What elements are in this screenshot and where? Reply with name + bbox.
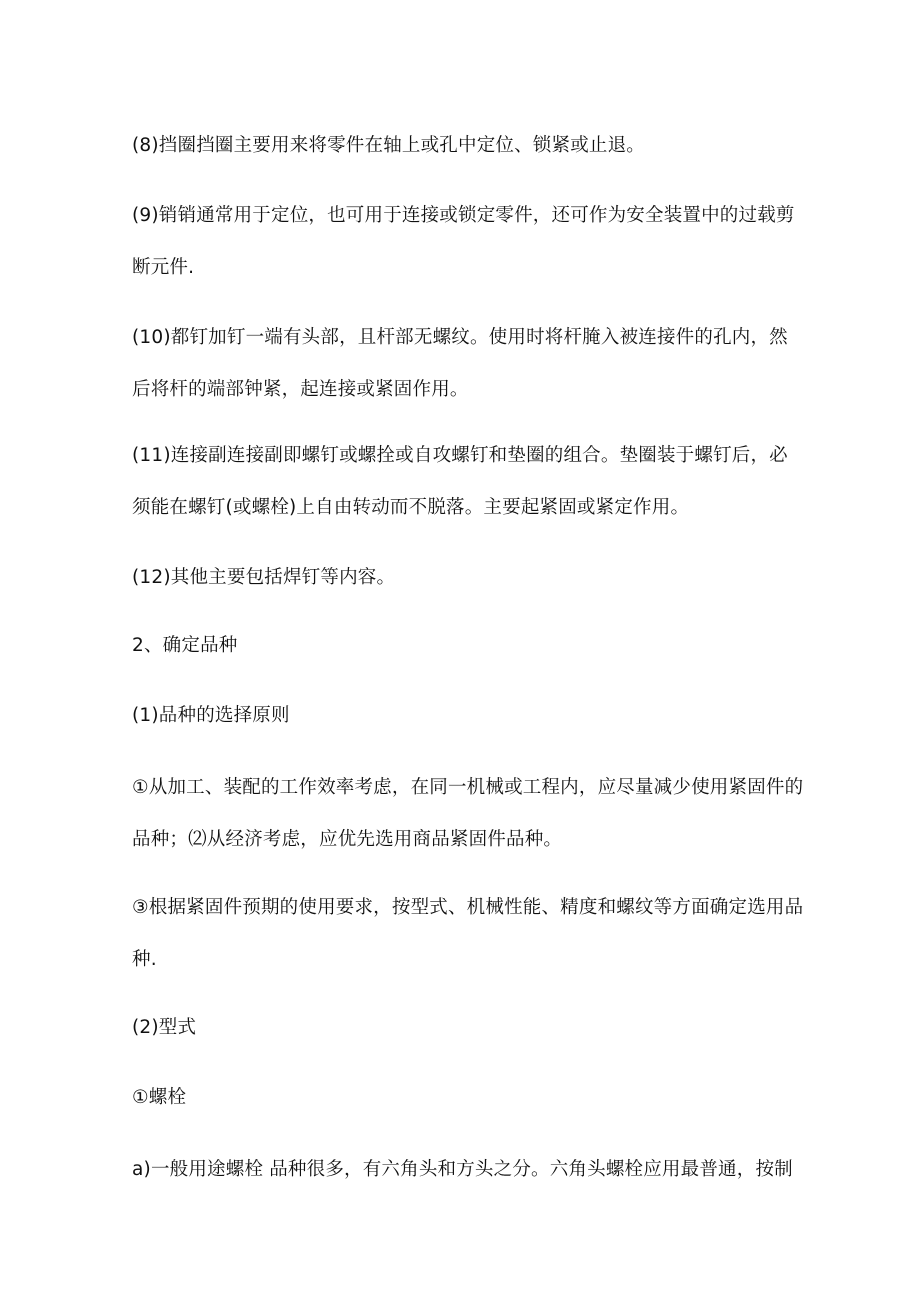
paragraph-principle-1-2: ①从加工、装配的工作效率考虑，在同一机械或工程内，应尽量减少使用紧固件的品种；⑵从经济考虑，应优先选用商品紧固件品种。 — [132, 777, 804, 850]
paragraph-assembly: (11)连接副连接副即螺钉或螺拴或自攻螺钉和垫圈的组合。垫圈装于螺钉后，必须能在螺钉(或螺栓)上自由转动而不脱落。主要起紧固或紧定作用。 — [132, 445, 788, 518]
subheading-selection-principle: (1)品种的选择原则 — [132, 705, 290, 726]
paragraph-other: (12)其他主要包括焊钉等内容。 — [132, 567, 396, 588]
subheading-type: (2)型式 — [132, 1017, 197, 1038]
paragraph-pin: (9)销销通常用于定位，也可用于连接或锁定零件，还可作为安全装置中的过载剪断元件. — [132, 205, 795, 278]
subheading-bolt: ①螺栓 — [132, 1087, 187, 1108]
paragraph-rivet: (10)都钉加钉一端有头部，且杆部无螺纹。使用时将杆腌入被连接件的孔内，然后将杆的端部钟紧，起连接或紧固作用。 — [132, 327, 788, 400]
paragraph-general-bolt: a)一般用途螺栓 品种很多，有六角头和方头之分。六角头螺栓应用最普通，按制 — [132, 1159, 793, 1180]
paragraph-retaining-ring: (8)挡圈挡圈主要用来将零件在轴上或孔中定位、锁紧或止退。 — [132, 135, 646, 156]
section-heading-determine-variety: 2、确定品种 — [132, 635, 238, 656]
paragraph-principle-3: ③根据紧固件预期的使用要求，按型式、机械性能、精度和螺纹等方面确定选用品种. — [132, 897, 804, 970]
